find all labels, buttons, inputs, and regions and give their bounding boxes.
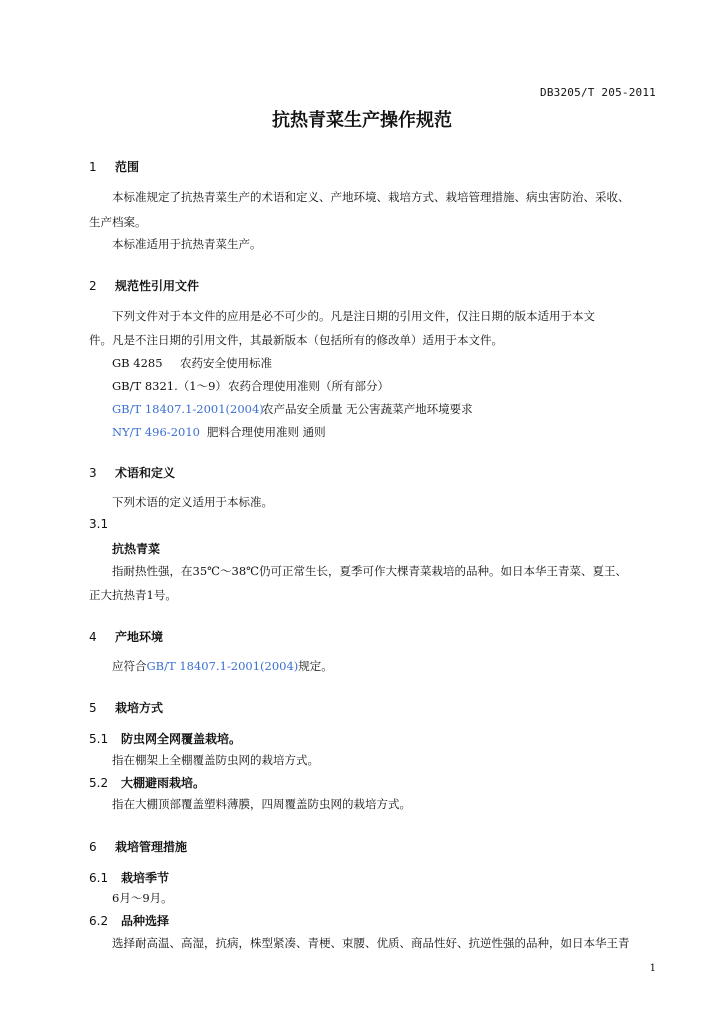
text: 规定。 <box>298 659 333 673</box>
section-6-heading <box>89 838 187 855</box>
subsection-title: 大棚避雨栽培。 <box>121 776 206 790</box>
normative-reference <box>112 401 473 417</box>
subsection-heading <box>89 912 169 929</box>
section-4-heading <box>89 628 163 645</box>
page-number: 1 <box>649 963 656 974</box>
standard-number: DB3205/T 205-2011 <box>540 86 656 99</box>
reference-code-link[interactable]: GB/T 18407.1-2001(2004) <box>146 659 299 673</box>
clause-number: 3.1 <box>89 517 109 531</box>
reference-title: 农产品安全质量 无公害蔬菜产地环境要求 <box>262 402 473 416</box>
term-name: 抗热青菜 <box>112 542 161 556</box>
document-title: 抗热青菜生产操作规范 <box>272 110 452 131</box>
subsection-heading <box>89 774 205 791</box>
text: 应符合 <box>112 659 147 673</box>
section-number: 4 <box>89 630 97 644</box>
subsection-title: 品种选择 <box>121 914 170 928</box>
section-1-heading <box>89 158 139 175</box>
paragraph: 本标准规定了抗热青菜生产的术语和定义、产地环境、栽培方式、栽培管理措施、病虫害防治、采收、 <box>112 190 630 204</box>
paragraph: 6月～9月。 <box>112 891 173 905</box>
section-3-heading <box>89 464 175 481</box>
reference-code-link[interactable]: NY/T 496-2010 <box>112 425 200 439</box>
section-number: 2 <box>89 279 97 293</box>
term-definition: 正大抗热青1号。 <box>89 588 177 602</box>
reference-title: 肥料合理使用准则 通则 <box>207 425 326 439</box>
subsection-number: 5.1 <box>89 732 109 746</box>
section-title: 栽培管理措施 <box>115 840 188 854</box>
subsection-heading <box>89 869 169 886</box>
section-number: 5 <box>89 701 97 715</box>
section-title: 术语和定义 <box>115 466 176 480</box>
section-title: 规范性引用文件 <box>115 279 200 293</box>
reference-title: 农药合理使用准则（所有部分） <box>228 379 389 393</box>
section-number: 1 <box>89 160 97 174</box>
subsection-number: 6.2 <box>89 914 109 928</box>
normative-reference <box>112 424 326 440</box>
subsection-number: 5.2 <box>89 776 109 790</box>
normative-reference <box>112 378 389 394</box>
reference-code-link[interactable]: GB/T 18407.1-2001(2004) <box>112 402 264 416</box>
paragraph: 生产档案。 <box>89 215 147 229</box>
section-number: 6 <box>89 840 97 854</box>
paragraph: 下列文件对于本文件的应用是必不可少的。凡是注日期的引用文件，仅注日期的版本适用于本文 <box>112 309 595 323</box>
subsection-number: 6.1 <box>89 871 109 885</box>
subsection-heading <box>89 730 241 747</box>
section-number: 3 <box>89 466 97 480</box>
paragraph: 选择耐高温、高湿，抗病，株型紧凑、青梗、束腰、优质、商品性好、抗逆性强的品种，如日本华王青 <box>112 936 630 950</box>
section-title: 栽培方式 <box>115 701 164 715</box>
subsection-title: 栽培季节 <box>121 871 170 885</box>
paragraph: 本标准适用于抗热青菜生产。 <box>112 237 262 251</box>
reference-code: GB 4285 <box>112 356 163 370</box>
normative-reference <box>112 355 272 371</box>
paragraph <box>112 658 333 674</box>
reference-title: 农药安全使用标准 <box>180 356 272 370</box>
paragraph: 指在大棚顶部覆盖塑料薄膜，四周覆盖防虫网的栽培方式。 <box>112 797 411 811</box>
section-2-heading <box>89 277 199 294</box>
reference-code: GB/T 8321.（1～9） <box>112 379 227 393</box>
subsection-title: 防虫网全网覆盖栽培。 <box>121 732 242 746</box>
paragraph: 指在棚架上全棚覆盖防虫网的栽培方式。 <box>112 753 319 767</box>
section-title: 产地环境 <box>115 630 164 644</box>
section-5-heading <box>89 699 163 716</box>
term-definition: 指耐热性强，在35℃～38℃仍可正常生长，夏季可作大棵青菜栽培的品种。如日本华王青菜、夏王、 <box>112 564 627 578</box>
section-title: 范围 <box>115 160 140 174</box>
paragraph: 下列术语的定义适用于本标准。 <box>112 495 273 509</box>
paragraph: 件。凡是不注日期的引用文件，其最新版本（包括所有的修改单）适用于本文件。 <box>89 333 503 347</box>
